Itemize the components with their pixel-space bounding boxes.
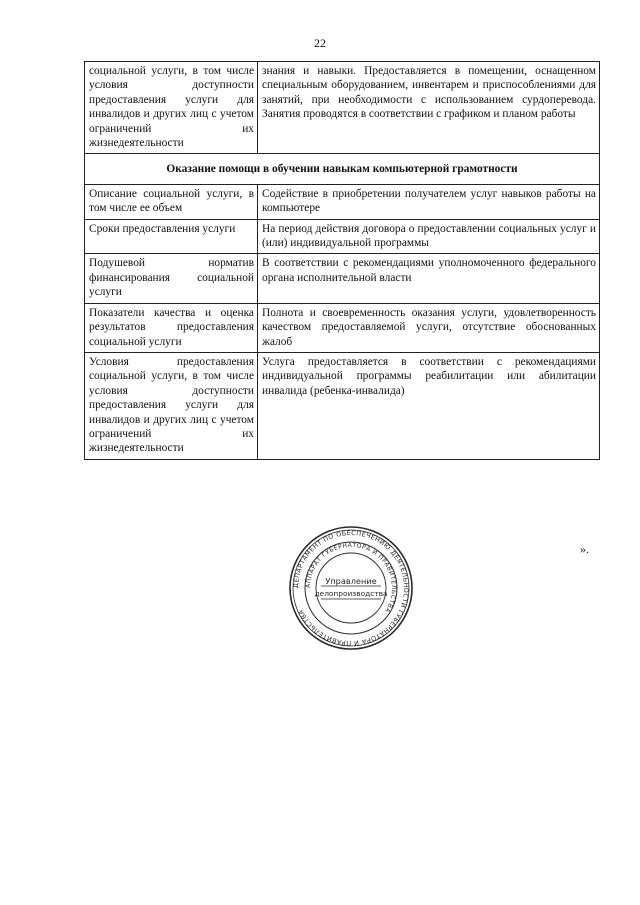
section-title: Оказание помощи в обучении навыкам компьютерной грамотности	[85, 154, 600, 184]
table-cell-label: Показатели качества и оценка результатов предоставления социальной услуги	[85, 303, 258, 352]
table-cell-value: В соответствии с рекомендациями уполномоченного федерального органа исполнительной власти	[258, 254, 600, 303]
seal-ring-text-inner: АППАРАТ ГУБЕРНАТОРА И ПРАВИТЕЛЬСТВА	[304, 541, 398, 614]
table-row	[85, 254, 600, 303]
table-row	[85, 352, 600, 459]
table-cell-label: Условия предоставления социальной услуги, в том числе условия доступности предоставления услуги для инвалидов и других лиц с учетом ограничений их жизнедеятельности	[85, 352, 258, 459]
page-number: 22	[314, 36, 326, 50]
seal-inner-line1: Управление	[325, 576, 377, 586]
seal-graphic	[287, 524, 415, 652]
closing-quote-mark: ».	[580, 542, 589, 556]
official-seal-stamp	[287, 524, 415, 652]
service-table	[84, 61, 600, 460]
table-cell-label: социальной услуги, в том числе условия доступности предоставления услуги для инвалидов и других лиц с учетом ограничений их жизнедеятельности	[85, 62, 258, 154]
table-cell-label: Сроки предоставления услуги	[85, 219, 258, 254]
table-cell-label: Описание социальной услуги, в том числе ее объем	[85, 184, 258, 219]
table-row	[85, 62, 600, 154]
table-cell-value: Услуга предоставляется в соответствии с рекомендациями индивидуальной программы реабилитации или абилитации инвалида (ребенка-инвалида)	[258, 352, 600, 459]
table-row	[85, 219, 600, 254]
table-cell-label: Подушевой норматив финансирования социальной услуги	[85, 254, 258, 303]
table-cell-value: Полнота и своевременность оказания услуги, удовлетворенность качеством предоставляемой услуги, отсутствие обоснованных жалоб	[258, 303, 600, 352]
table-row	[85, 303, 600, 352]
table-cell-value: знания и навыки. Предоставляется в помещении, оснащенном специальным оборудованием, инвентарем и приспособлениями для занятий, при необходимости с использованием сурдоперевода. Занятия проводятся в соответствии с графиком и планом работы	[258, 62, 600, 154]
seal-ring-text-outer: ДЕПАРТАМЕНТ ПО ОБЕСПЕЧЕНИЮ ДЕЯТЕЛЬНОСТИ ГУБЕРНАТОРА И ПРАВИТЕЛЬСТВА	[291, 528, 411, 648]
table-cell-value: Содействие в приобретении получателем услуг навыков работы на компьютере	[258, 184, 600, 219]
table-row	[85, 184, 600, 219]
seal-inner-line2: делопроизводства	[314, 589, 388, 598]
table-cell-value: На период действия договора о предоставлении социальных услуг и (или) индивидуальной программы	[258, 219, 600, 254]
section-heading-row	[85, 154, 600, 184]
